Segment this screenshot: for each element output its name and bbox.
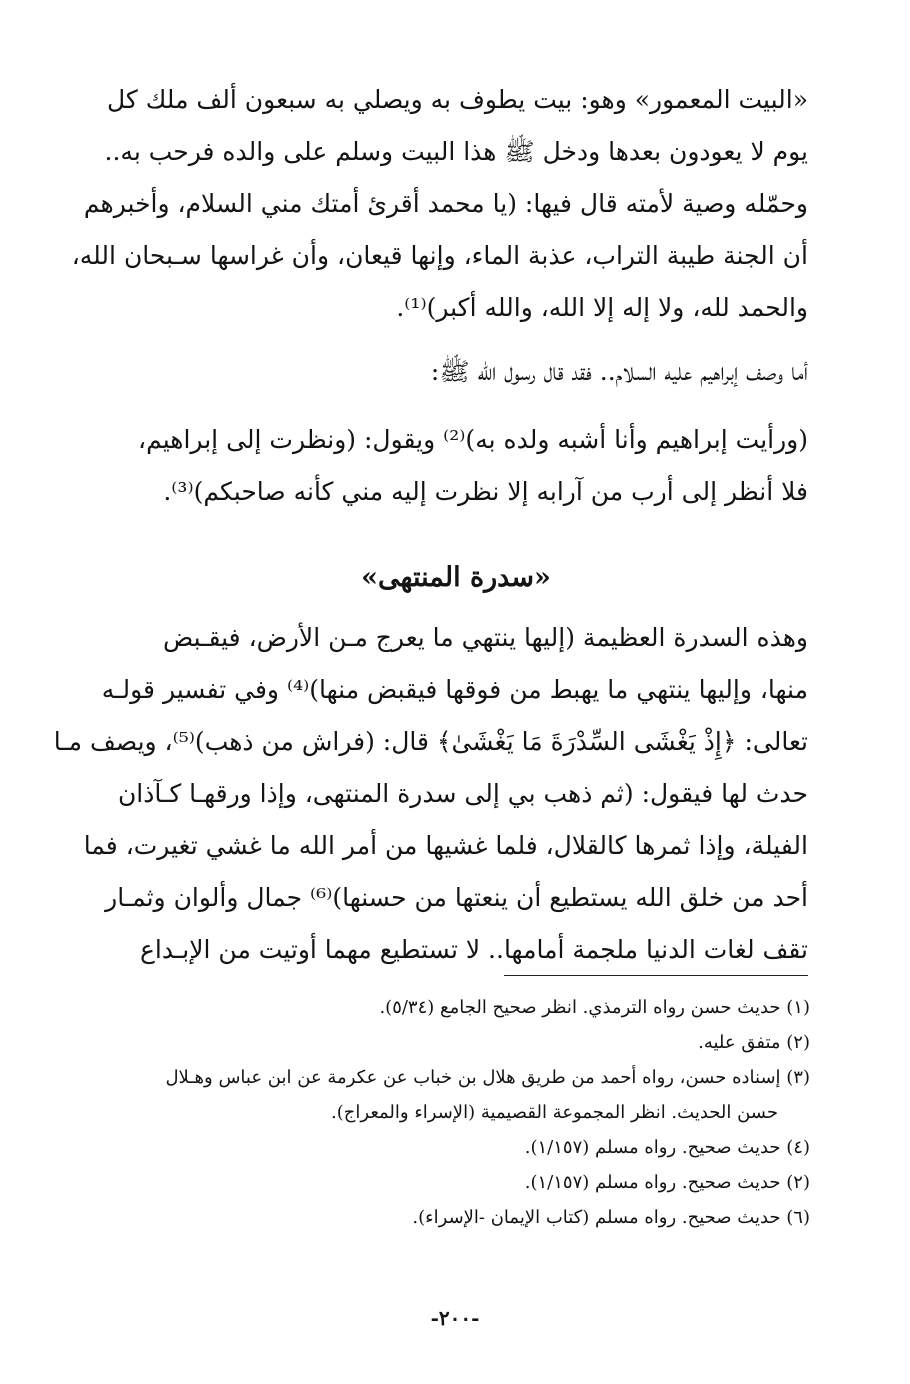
text-line: يوم لا يعودون بعدها ودخل ﷺ هذا البيت وسلم على والده فرحب به.. bbox=[104, 137, 808, 166]
section-heading: «سدرة المنتهى» bbox=[361, 562, 551, 593]
text-line: فلا أنظر إلى أرب من آرابه إلا نظرت إليه مني كأنه صاحبكم)⁽³⁾. bbox=[163, 477, 808, 506]
text-line: تقف لغات الدنيا ملجمة أمامها.. لا تستطيع مهما أوتيت من الإبـداع bbox=[140, 935, 808, 964]
text-line: أما وصف إبراهيم عليه السلام.. فقد قال رسول الله ﷺ: bbox=[430, 357, 808, 386]
text-line: (ورأيت إبراهيم وأنا أشبه ولده به)⁽²⁾ ويقول: (ونظرت إلى إبراهيم، bbox=[138, 425, 808, 454]
text-line: والحمد لله، ولا إله إلا الله، والله أكبر)⁽¹⁾. bbox=[396, 293, 808, 322]
text-line: تعالى: ﴿إِذْ يَغْشَى السِّدْرَةَ مَا يَغْشَىٰ﴾ قال: (فراش من ذهب)⁽⁵⁾، ويصف مـا bbox=[53, 727, 808, 756]
footnote-3: (٣) إسناده حسن، رواه أحمد من طريق هلال بن خباب عن عكرمة عن ابن عباس وهـلال bbox=[165, 1067, 810, 1088]
paragraph-bayt-al-mamur bbox=[71, 74, 808, 334]
footnote-6: (٦) حديث صحيح. رواه مسلم (كتاب الإيمان -الإسراء). bbox=[412, 1207, 810, 1228]
paragraph-sidrat-al-muntaha bbox=[53, 612, 808, 976]
footnote-separator bbox=[504, 975, 808, 976]
text-line: منها، وإليها ينتهي ما يهبط من فوقها فيقبض منها)⁽⁴⁾ وفي تفسير قولـه bbox=[101, 675, 808, 704]
text-line: وحمّله وصية لأمته قال فيها: (يا محمد أقرئ أمتك مني السلام، وأخبرهم bbox=[83, 189, 808, 218]
text-line: الفيلة، وإذا ثمرها كالقلال، فلما غشيها من أمر الله ما غشي تغيرت، فما bbox=[83, 831, 808, 860]
footnote-4: (٤) حديث صحيح. رواه مسلم (١/١٥٧). bbox=[524, 1137, 810, 1158]
footnote-5: (٢) حديث صحيح. رواه مسلم (١/١٥٧). bbox=[524, 1172, 810, 1193]
paragraph-ibrahim-intro bbox=[104, 346, 808, 398]
page-number: -٢٠٠- bbox=[430, 1306, 480, 1330]
footnotes bbox=[104, 990, 810, 1235]
text-line: «البيت المعمور» وهو: بيت يطوف به ويصلي به سبعون ألف ملك كل bbox=[106, 85, 808, 114]
footnote-3-continuation: حسن الحديث. انظر المجموعة القصيمية (الإسراء والمعراج). bbox=[331, 1102, 778, 1123]
text-line: أحد من خلق الله يستطيع أن ينعتها من حسنها)⁽⁶⁾ جمال وألوان وثمـار bbox=[105, 883, 808, 912]
footnote-2: (٢) متفق عليه. bbox=[698, 1032, 810, 1053]
text-line: أن الجنة طيبة التراب، عذبة الماء، وإنها قيعان، وأن غراسها سـبحان الله، bbox=[71, 241, 808, 270]
text-line: وهذه السدرة العظيمة (إليها ينتهي ما يعرج مـن الأرض، فيقـبض bbox=[162, 623, 808, 652]
text-line: حدث لها فيقول: (ثم ذهب بي إلى سدرة المنتهى، وإذا ورقهـا كـآذان bbox=[117, 779, 808, 808]
paragraph-ibrahim-hadith bbox=[104, 414, 808, 518]
footnote-1: (١) حديث حسن رواه الترمذي. انظر صحيح الجامع (٥/٣٤). bbox=[379, 997, 810, 1018]
